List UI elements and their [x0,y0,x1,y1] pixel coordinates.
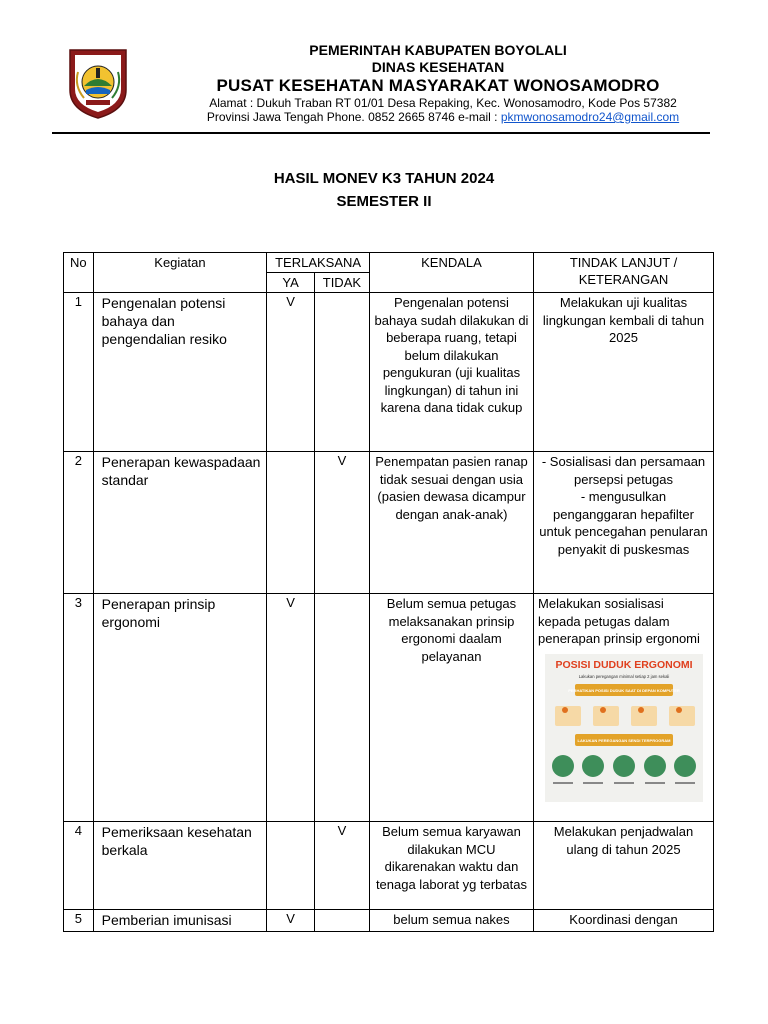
row-ya: V [267,910,315,932]
row-tidak: V [314,452,369,594]
row-ya [267,822,315,910]
row-tidak [314,594,369,822]
table-row [64,452,714,594]
row-kendala: Belum semua petugas melaksanakan prinsip ergonomi daalam pelayanan [369,594,533,822]
poster-subtitle: Lakukan peregangan minimal setiap 2 jam sekali [578,673,669,679]
row-tidak: V [314,822,369,910]
table-row [64,293,714,452]
header-tidak: TIDAK [314,273,369,293]
row-kendala: Penempatan pasien ranap tidak sesuai dengan usia (pasien dewasa dicampur dengan anak-anak) [369,452,533,594]
letterhead-contact [150,110,736,124]
row-ya [267,452,315,594]
row-no: 3 [64,594,94,822]
poster-title: POSISI DUDUK ERGONOMI [554,658,693,671]
document-subtitle: SEMESTER II [336,193,432,210]
tindak-lanjut-text: Melakukan sosialisasi kepada petugas dalam penerapan prinsip ergonomi [538,596,700,646]
document-title: HASIL MONEV K3 TAHUN 2024 [273,170,495,187]
email-link[interactable]: pkmwonosamodro24@gmail.com [500,110,680,124]
row-kegiatan: Penerapan kewaspadaan standar [93,452,267,594]
poster-banner-1: PERHATIKAN POSISI DUDUK SAAT DI DEPAN KOMPUTER [567,687,680,693]
monev-table [63,252,714,932]
header-terlaksana: TERLAKSANA [267,253,370,273]
table-row [64,594,714,822]
row-ya: V [267,293,315,452]
row-no: 2 [64,452,94,594]
row-tindak-lanjut [534,452,714,594]
row-kendala: belum semua nakes [369,910,533,932]
row-ya: V [267,594,315,822]
row-no: 4 [64,822,94,910]
row-tidak [314,910,369,932]
ergonomic-posture-poster [545,654,703,802]
row-kendala: Pengenalan potensi bahaya sudah dilakukan di beberapa ruang, tetapi belum dilakukan pengukuran (uji kualitas lingkungan) di tahun ini karena dana tidak cukup [369,293,533,452]
row-tindak-lanjut: Melakukan uji kualitas lingkungan kembali di tahun 2025 [534,293,714,452]
tindak-lanjut-item: - mengusulkan penganggaran hepafilter untuk pencegahan penularan penyakit di puskesmas [539,489,708,557]
regency-emblem-logo [66,46,130,120]
row-tindak-lanjut: Melakukan penjadwalan ulang di tahun 2025 [534,822,714,910]
table-row [64,910,714,932]
row-kegiatan: Pemberian imunisasi [93,910,267,932]
row-kegiatan: Penerapan prinsip ergonomi [93,594,267,822]
header-no: No [64,253,94,293]
header-kegiatan: Kegiatan [93,253,267,293]
row-no: 1 [64,293,94,452]
row-kegiatan: Pengenalan potensi bahaya dan pengendalian resiko [93,293,267,452]
row-kegiatan: Pemeriksaan kesehatan berkala [93,822,267,910]
row-tidak [314,293,369,452]
letterhead-address: Alamat : Dukuh Traban RT 01/01 Desa Repaking, Kec. Wonosamodro, Kode Pos 57382 [209,96,677,110]
contact-text: Provinsi Jawa Tengah Phone. 0852 2665 8746 e-mail : [206,110,501,124]
letterhead-divider [52,132,710,134]
header-kendala: KENDALA [369,253,533,293]
poster-banner-2: LAKUKAN PEREGANGAN SENDI TERPROGRAM [577,737,670,743]
header-ya: YA [267,273,315,293]
letterhead-government: PEMERINTAH KABUPATEN BOYOLALI [309,42,567,58]
tindak-lanjut-item: - Sosialisasi dan persamaan persepsi petugas [541,454,706,487]
row-no: 5 [64,910,94,932]
row-tindak-lanjut [534,594,714,822]
letterhead-department: DINAS KESEHATAN [371,59,505,75]
row-tindak-lanjut: Koordinasi dengan [534,910,714,932]
letterhead-institution: PUSAT KESEHATAN MASYARAKAT WONOSAMODRO [216,76,660,95]
header-tindak-lanjut: TINDAK LANJUT / KETERANGAN [534,253,714,293]
row-kendala: Belum semua karyawan dilakukan MCU dikarenakan waktu dan tenaga laborat yg terbatas [369,822,533,910]
table-header-row [64,253,714,273]
table-row [64,822,714,910]
